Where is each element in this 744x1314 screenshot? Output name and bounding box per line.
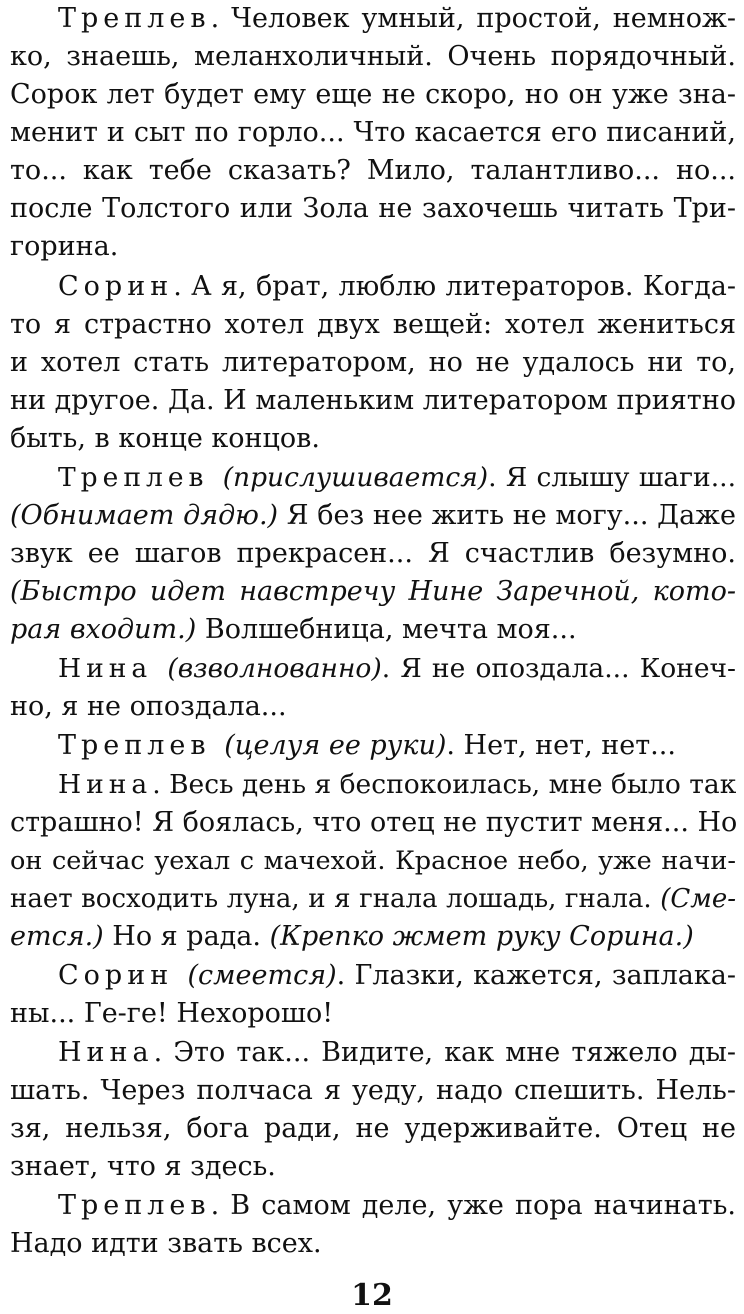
line-text: ко, знаешь, меланхоличный. Очень порядочный. <box>10 41 736 72</box>
line-text: Надо идти звать всех. <box>10 1228 322 1259</box>
text-line <box>10 1148 736 1186</box>
speaker-name: Треплев <box>58 730 225 761</box>
text-line <box>10 497 736 535</box>
speaker-name: Сорин <box>58 271 174 302</box>
text-line <box>58 650 736 688</box>
line-text: звук ее шагов прекрасен... Я счастлив безумно. <box>10 538 736 569</box>
line-text: . Я слышу шаги... <box>488 462 736 493</box>
line-text: менит и сыт по горло... Что касается его писаний, <box>10 117 736 148</box>
stage-direction: (прислушивается) <box>222 462 489 493</box>
line-text: Сорок лет будет ему еще не скоро, но он уже зна- <box>10 79 736 110</box>
line-text: ни другое. Да. И маленьким литератором приятно <box>10 385 736 416</box>
text-line <box>10 306 736 344</box>
line-text: знает, что я здесь. <box>10 1151 276 1182</box>
line-text: . Человек умный, простой, немнож- <box>210 3 736 34</box>
text-line <box>10 804 736 842</box>
text-line <box>10 1110 736 1148</box>
line-text: . Весь день я беспокоилась, мне было так <box>152 769 737 800</box>
line-text: . Это так... Видите, как мне тяжело ды- <box>153 1037 736 1068</box>
stage-direction: (целуя ее руки) <box>224 730 447 761</box>
text-line <box>10 420 736 458</box>
line-text: Я без нее жить не могу... Даже <box>278 500 736 531</box>
line-text: он сейчас уехал с мачехой. Красное небо, уже начи- <box>10 846 736 876</box>
page-number: 12 <box>351 1278 393 1313</box>
text-line <box>58 957 736 995</box>
text-line <box>58 0 736 38</box>
line-text: горина. <box>10 231 119 262</box>
line-text: зя, нельзя, бога ради, не удерживайте. Отец не <box>10 1113 736 1144</box>
stage-direction: (взволнованно) <box>167 653 382 684</box>
text-line <box>58 766 736 804</box>
line-text: быть, в конце концов. <box>10 423 320 454</box>
text-line <box>10 344 736 382</box>
text-line <box>10 382 736 420</box>
speaker-name: Нина <box>58 769 153 800</box>
line-text: шать. Через полчаса я уеду, надо спешить. Нель- <box>10 1075 736 1106</box>
line-text: . В самом деле, уже пора начинать. <box>210 1190 736 1221</box>
line-text: но, я не опоздала... <box>10 691 287 722</box>
text-line <box>10 880 736 918</box>
line-text: то... как тебе сказать? Мило, талантливо... но... <box>10 155 736 186</box>
line-text: . А я, брат, люблю литераторов. Когда- <box>173 271 736 302</box>
line-text: нает восходить луна, и я гнала лошадь, гнала. <box>10 884 661 914</box>
speaker-name: Нина <box>58 653 168 684</box>
text-line <box>10 190 736 228</box>
stage-direction: рая входит.) <box>10 614 197 645</box>
text-line <box>58 1034 736 1072</box>
text-line <box>10 573 736 611</box>
line-text: . Я не опоздала... Конеч- <box>381 653 736 684</box>
line-text: и хотел стать литератором, но не удалось ни то, <box>10 347 736 378</box>
text-line <box>58 459 736 497</box>
line-text: ны... Ге-ге! Нехорошо! <box>10 998 334 1029</box>
speaker-name: Треплев <box>58 462 223 493</box>
text-line <box>10 918 736 956</box>
text-line <box>10 76 736 114</box>
stage-direction: ется.) <box>10 921 104 952</box>
line-text: Волшебница, мечта моя... <box>196 614 577 645</box>
text-line <box>10 535 736 573</box>
line-text: то я страстно хотел двух вещей: хотел жениться <box>10 309 736 340</box>
line-text: после Толстого или Зола не захочешь читать Три- <box>10 193 736 224</box>
text-line <box>10 842 736 880</box>
text-line <box>10 1072 736 1110</box>
text-line <box>10 114 736 152</box>
stage-direction: (Сме- <box>660 884 736 914</box>
text-line <box>58 268 736 306</box>
text-line <box>10 38 736 76</box>
stage-direction: (Крепко жмет руку Сорина.) <box>269 921 694 952</box>
stage-direction: (Обнимает дядю.) <box>10 500 279 531</box>
stage-direction: (смеется) <box>187 960 337 991</box>
text-line <box>10 228 736 266</box>
speaker-name: Треплев <box>58 1190 211 1221</box>
speaker-name: Сорин <box>58 960 188 991</box>
text-line <box>10 1225 736 1263</box>
line-text: страшно! Я боялась, что отец не пустит меня... Но <box>10 807 738 838</box>
speaker-name: Нина <box>58 1037 154 1068</box>
stage-direction: (Быстро идет навстречу Нине Заречной, кото- <box>10 576 736 607</box>
text-line <box>10 995 736 1033</box>
line-text: . Нет, нет, нет... <box>446 730 676 761</box>
text-line <box>58 1187 736 1225</box>
line-text: Но я рада. <box>103 921 270 952</box>
text-line <box>10 688 736 726</box>
text-line <box>58 727 736 765</box>
line-text: . Глазки, кажется, заплака- <box>336 960 736 991</box>
text-line <box>10 611 736 649</box>
text-line <box>10 152 736 190</box>
speaker-name: Треплев <box>58 3 211 34</box>
